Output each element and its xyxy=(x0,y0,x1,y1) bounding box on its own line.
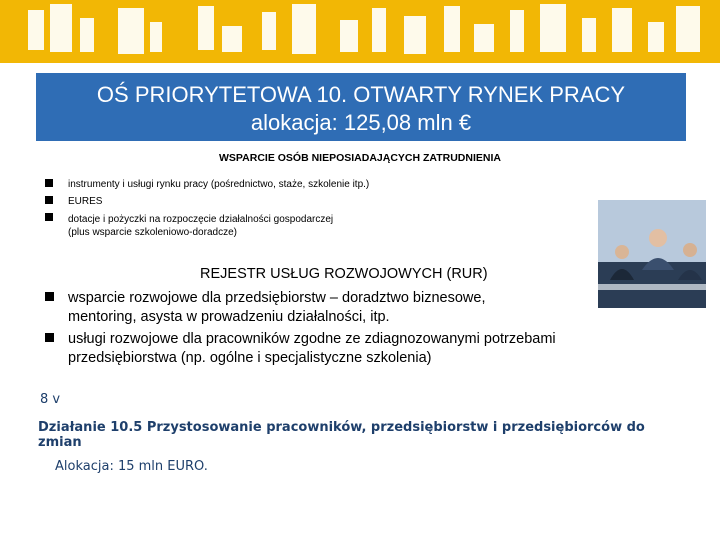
decorative-block xyxy=(404,16,426,54)
bullet-icon xyxy=(45,333,54,342)
business-meeting-photo xyxy=(598,200,706,308)
action-title-line-2: zmian xyxy=(38,435,82,450)
bullet-icon xyxy=(45,213,53,221)
decorative-block xyxy=(510,10,524,52)
decorative-block xyxy=(474,24,494,52)
decorative-block xyxy=(372,8,386,52)
decorative-block xyxy=(582,18,596,52)
rur-item-2-line-1: usługi rozwojowe dla pracowników zgodne ze zdiagnozowanymi potrzebami xyxy=(68,331,556,347)
decorative-block xyxy=(676,6,700,52)
rur-title: REJESTR USŁUG ROZWOJOWYCH (RUR) xyxy=(200,266,488,282)
support-item-3: dotacje i pożyczki na rozpoczęcie działalności gospodarczej xyxy=(68,214,334,225)
decorative-block xyxy=(150,22,162,52)
support-item-3-note: (plus wsparcie szkoleniowo-doradcze) xyxy=(68,227,237,238)
bullet-icon xyxy=(45,196,53,204)
rur-item-1-line-1: wsparcie rozwojowe dla przedsiębiorstw – doradztwo biznesowe, xyxy=(68,290,486,306)
title-box xyxy=(36,73,686,141)
action-title-line-1: Działanie 10.5 Przystosowanie pracowników, przedsiębiorstw i przedsiębiorców do xyxy=(38,420,645,435)
bullet-icon xyxy=(45,179,53,187)
decorative-block xyxy=(198,6,214,50)
people-icon xyxy=(598,200,706,308)
decorative-block xyxy=(648,22,664,52)
action-title xyxy=(38,420,678,450)
allocation-text: Alokacja: 15 mln EURO. xyxy=(55,459,208,474)
support-heading: WSPARCIE OSÓB NIEPOSIADAJĄCYCH ZATRUDNIENIA xyxy=(219,152,501,164)
support-item-2: EURES xyxy=(68,196,103,207)
header-band xyxy=(0,0,720,63)
decorative-block xyxy=(612,8,632,52)
decorative-block xyxy=(340,20,358,52)
bullet-icon xyxy=(45,292,54,301)
decorative-block xyxy=(50,4,72,52)
decorative-block xyxy=(80,18,94,52)
decorative-block xyxy=(444,6,460,52)
decorative-block xyxy=(118,8,144,54)
decorative-block xyxy=(540,4,566,52)
decorative-block xyxy=(262,12,276,50)
support-item-1: instrumenty i usługi rynku pracy (pośrednictwo, staże, szkolenie itp.) xyxy=(68,179,370,190)
title-line-2: alokacja: 125,08 mln € xyxy=(250,110,472,135)
rur-item-2-line-2: przedsiębiorstwa (np. ogólne i specjalistyczne szkolenia) xyxy=(68,350,432,366)
decorative-block xyxy=(222,26,242,52)
title-line-1: OŚ PRIORYTETOWA 10. OTWARTY RYNEK PRACY xyxy=(96,82,626,107)
rur-item-1-line-2: mentoring, asysta w prowadzeniu działalności, itp. xyxy=(68,309,390,325)
decorative-block xyxy=(28,10,44,50)
decorative-block xyxy=(292,4,316,54)
footer-code: 8 v xyxy=(40,392,61,407)
